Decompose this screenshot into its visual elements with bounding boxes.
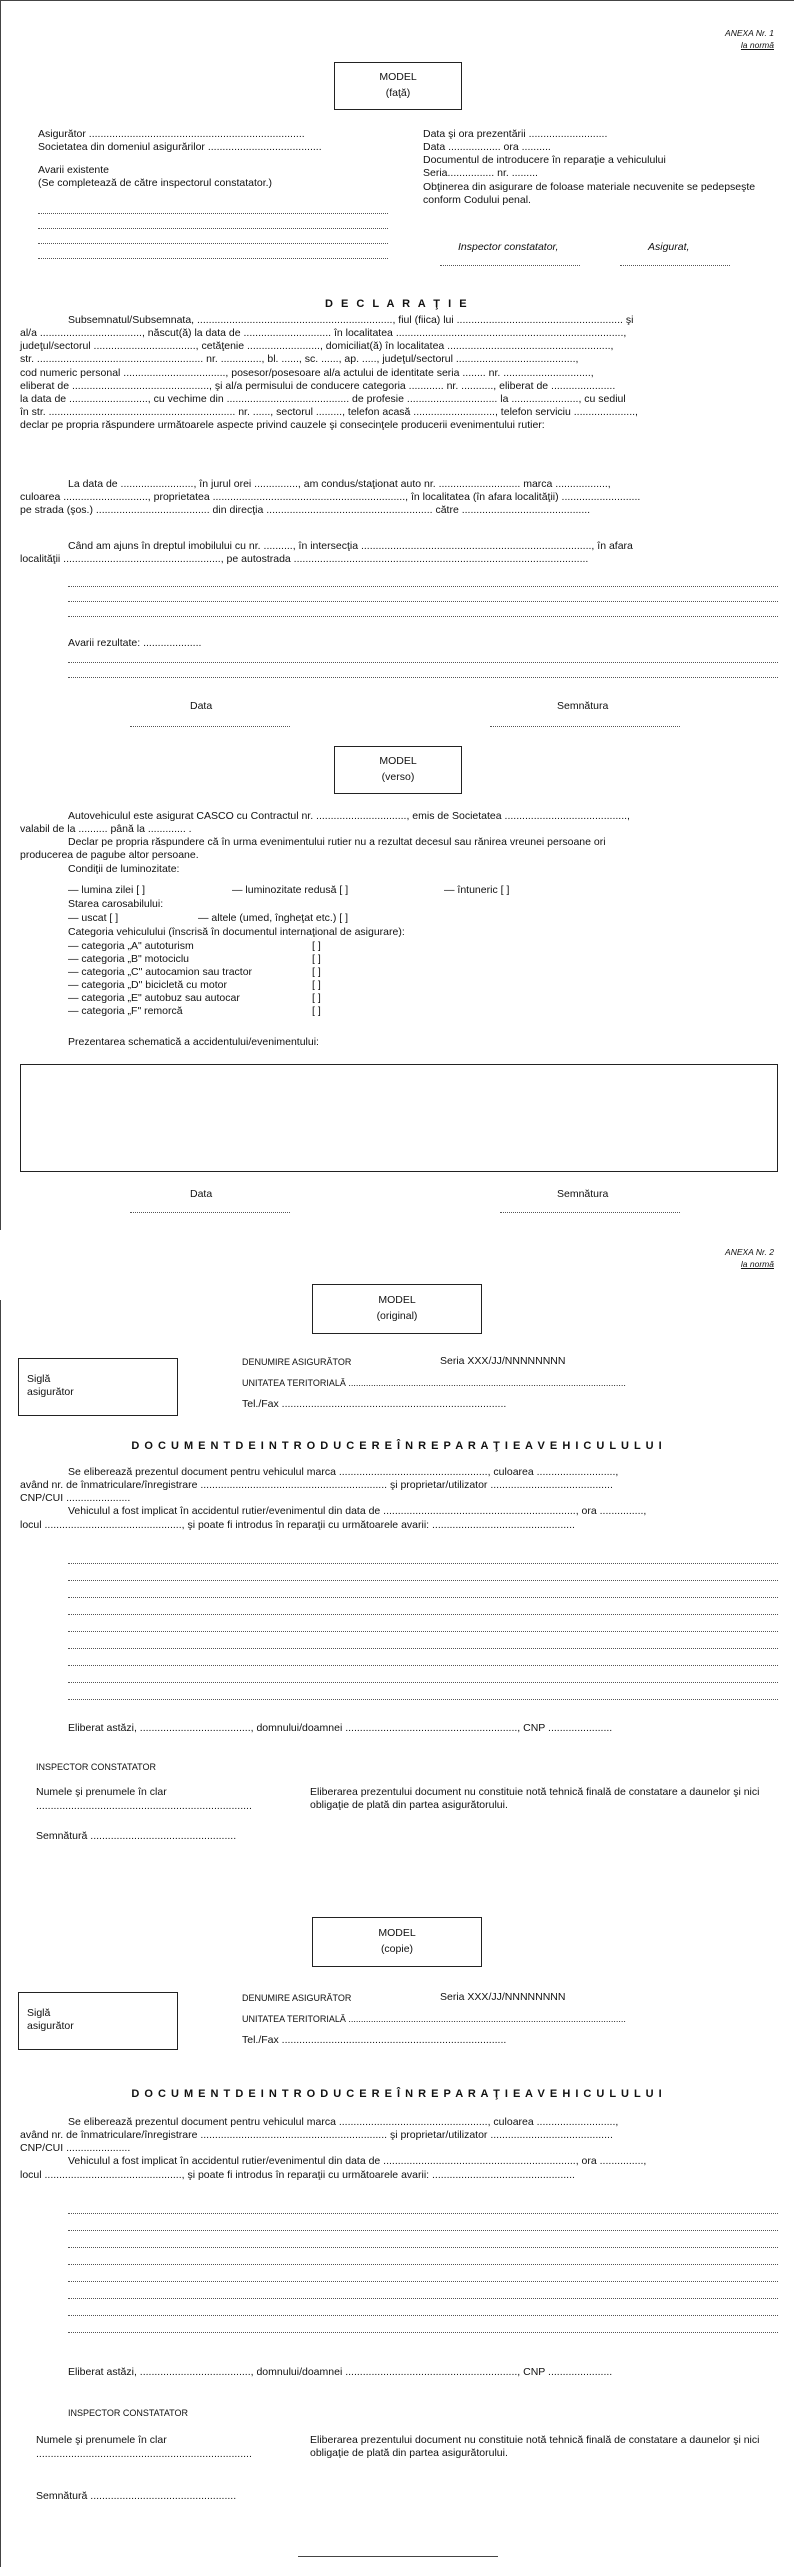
category-item-e[interactable] (68, 992, 388, 1005)
registration-line: având nr. de înmatriculare/înregistrare ................................................................ şi proprietar/utilizator .......................................... (20, 2129, 613, 2142)
casco-line: Autovehiculul este asigurat CASCO cu Contractul nr. ..............................., emis de Societatea .........................................., (68, 810, 630, 822)
registration-line: având nr. de înmatriculare/înregistrare ................................................................ şi proprietar/utilizator .......................................... (20, 1479, 613, 1492)
category-label: — categoria „B" motociclu (68, 953, 190, 965)
insurer-block (38, 128, 398, 191)
issued-line-copy: Eliberat astăzi, ......................................, domnului/doamnei ..........................................................., CNP ...................... (68, 2366, 613, 2378)
model-front-subtitle: (faţă) (385, 87, 411, 100)
declaration-line: cod numeric personal ..................................., posesor/posesoare al/a actului de identitate seria ........ nr. .............................., (20, 366, 594, 379)
signature-label-front: Semnătura (557, 700, 609, 712)
model-back-subtitle: (verso) (381, 771, 415, 784)
signature-line-front (490, 726, 680, 727)
tel-fax-line-copy: Tel./Fax ............................................................................. (242, 2034, 507, 2046)
category-label: — categoria „C" autocamion sau tractor (68, 966, 253, 978)
annex2-sublabel: la normă (740, 1259, 774, 1269)
location-line: locul ..............................................., şi poate fi introdus în reparaţii cu următoarele avarii: ................................................. (20, 2168, 575, 2181)
top-border-rule (0, 0, 794, 1)
responsibility-line: Declar pe propria răspundere că în urma evenimentului rutier nu a rezultat decesul sau rănirea vreunei persoane ori (68, 836, 606, 849)
left-margin-rule-2 (0, 1300, 1, 2567)
damages-label: Avarii rezultate: .................... (68, 637, 202, 649)
annex1-sublabel: la normă (740, 40, 774, 50)
repair-doc-label: Documentul de introducere în reparaţie a vehiculului (423, 154, 666, 167)
signature-line-copy: Semnătură .................................................. (36, 2490, 237, 2502)
model-copy-box (312, 1917, 482, 1967)
presentation-time-line: Data .................. ora .......... (423, 141, 551, 154)
event-line: culoarea ............................., proprietatea .................................................................., în localitatea (în afara localităţii) ........................... (20, 491, 641, 504)
entry-dotted-line-1 (68, 586, 778, 587)
category-label: — categoria „E" autobuz sau autocar (68, 992, 240, 1004)
document-series: Seria XXX/JJ/NNNNNNNN (440, 1355, 566, 1367)
issued-line: Eliberat astăzi, ......................................, domnului/doamnei ..........................................................., CNP ...................... (68, 1722, 613, 1734)
date-label-front: Data (190, 700, 213, 712)
full-name-dots-copy: .......................................................................... (36, 2448, 252, 2460)
cnp-cui-line: CNP/CUI ...................... (20, 1492, 131, 1505)
presentation-block (423, 128, 778, 207)
territorial-unit-line: UNITATEA TERITORIALĂ ............................................................................................................... (242, 1378, 626, 1388)
presentation-date-line: Data şi ora prezentării ........................... (423, 128, 608, 140)
model-original-title: MODEL (378, 1294, 416, 1306)
avarii-line (68, 1563, 778, 1564)
model-back-title: MODEL (379, 755, 417, 767)
date-line-back (130, 1212, 290, 1213)
insurer-line: Asigurător .......................................................................... (38, 128, 305, 140)
cnp-cui-line: CNP/CUI ...................... (20, 2142, 131, 2155)
document-series-copy: Seria XXX/JJ/NNNNNNNN (440, 1991, 566, 2003)
category-item-f[interactable] (68, 1005, 388, 1018)
category-checkbox[interactable]: [ ] (312, 966, 321, 978)
entry-dotted-line-3 (68, 616, 778, 617)
category-list (68, 940, 388, 1018)
insurance-company-line: Societatea din domeniul asigurărilor ....................................... (38, 141, 322, 154)
avarii-line (68, 1631, 778, 1632)
model-back-box (334, 746, 462, 794)
penal-warning: Obţinerea din asigurare de foloase materiale necuvenite se pedepseşte conform Codului penal. (423, 180, 756, 206)
category-label: — categoria „D" bicicletă cu motor (68, 979, 227, 991)
category-checkbox[interactable]: [ ] (312, 940, 321, 952)
category-checkbox[interactable]: [ ] (312, 1005, 321, 1017)
annex2-label: ANEXA Nr. 2 (725, 1247, 774, 1257)
model-front-box (334, 62, 462, 110)
repair-document-title: D O C U M E N T D E I N T R O D U C E R E Î N R E P A R A Ţ I E A V E H I C U L U L U I (131, 1440, 663, 1452)
inspector-signature-line (440, 265, 580, 266)
repair-doc-series: Seria................ nr. ......... (423, 167, 538, 180)
accident-date-line: Vehiculul a fost implicat în accidentul rutier/evenimentul din data de .................................................................., ora ..............., (68, 1505, 647, 1518)
date-label-back: Data (190, 1188, 213, 1200)
disclaimer-text-copy: Eliberarea prezentului document nu constituie notă tehnică finală de constatare a daunelor şi nici obligaţie de plată din partea asigurătorului. (310, 2434, 760, 2460)
declaration-line: Subsemnatul/Subsemnata, ..................................................................., fiul (fiica) lui ......................................................... şi (68, 314, 634, 326)
declaration-body (20, 314, 778, 432)
declaration-line: al/a ..................................., născut(ă) la data de .............................. în localitatea .............................................................................., (20, 327, 627, 340)
insurer-logo-text: Siglă asigurător (27, 1373, 74, 1399)
category-checkbox[interactable]: [ ] (312, 992, 321, 1004)
luminosity-label: Condiţii de luminozitate: (68, 862, 180, 875)
avarii-line (68, 1665, 778, 1666)
declaration-line: declar pe propria răspundere următoarele aspecte privind cauzele şi consecinţele producerii evenimentului rutier: (20, 419, 545, 431)
category-label: — categoria „F" remorcă (68, 1005, 183, 1017)
inspector-label: Inspector constatator, (458, 241, 559, 253)
inspector-constatator-label: INSPECTOR CONSTATATOR (36, 1762, 157, 1772)
disclaimer-text: Eliberarea prezentului document nu constituie notă tehnică finală de constatare a daunelor şi nici obligaţie de plată din partea asigurătorului. (310, 1786, 760, 1812)
avarii-line (68, 2247, 778, 2248)
lum-option-dark[interactable]: — întuneric [ ] (444, 884, 510, 896)
declaration-title: D E C L A R A Ţ I E (324, 298, 470, 310)
territorial-unit-line-copy: UNITATEA TERITORIALĂ ............................................................................................................... (242, 2014, 626, 2024)
left-margin-rule (0, 0, 1, 1230)
insured-label: Asigurat, (648, 241, 690, 253)
inspector-constatator-label-copy: INSPECTOR CONSTATATOR (68, 2408, 189, 2418)
category-label: — categoria „A" autoturism (68, 940, 194, 952)
full-name-label-copy: Numele şi prenumele în clar (36, 2434, 167, 2446)
repair-document-body (20, 1466, 778, 1532)
insurer-logo-box (18, 1358, 178, 1416)
validity-line: valabil de la .......... până la ............. . (20, 823, 192, 836)
category-item-b[interactable] (68, 953, 388, 966)
existing-damages-line-3 (38, 243, 388, 244)
full-name-label: Numele şi prenumele în clar (36, 1786, 167, 1798)
insurer-logo-box-copy (18, 1992, 178, 2050)
entry-line: Când am ajuns în dreptul imobilului cu nr. .........., în intersecţia ..............................................................................., în afara (68, 540, 633, 552)
declaration-line: judeţul/sectorul ..................................., cetăţenie ........................., domiciliat(ă) în localitatea ........................................................, (20, 340, 614, 353)
avarii-line (68, 1614, 778, 1615)
verso-body (20, 810, 778, 876)
road-option-dry[interactable]: — uscat [ ] (68, 912, 119, 924)
existing-damages-note: (Se completează de către inspectorul constatator.) (38, 177, 273, 190)
insurer-logo-text: Siglă asigurător (27, 2007, 74, 2033)
schematic-label: Prezentarea schematică a accidentului/evenimentului: (68, 1036, 319, 1048)
model-copy-subtitle: (copie) (380, 1943, 414, 1956)
avarii-line (68, 2264, 778, 2265)
entry-line: localităţii ......................................................, pe autostrada ..................................................................................................... (20, 553, 589, 566)
annex1-label: ANEXA Nr. 1 (725, 28, 774, 38)
road-option-other[interactable]: — altele (umed, îngheţat etc.) [ ] (198, 912, 348, 924)
accident-date-line: Vehiculul a fost implicat în accidentul rutier/evenimentul din data de .................................................................., ora ..............., (68, 2155, 647, 2168)
repair-document-title-copy: D O C U M E N T D E I N T R O D U C E R E Î N R E P A R A Ţ I E A V E H I C U L U L U I (131, 2088, 663, 2100)
avarii-line (68, 1682, 778, 1683)
tel-fax-line: Tel./Fax ............................................................................. (242, 1398, 507, 1410)
avarii-line (68, 2315, 778, 2316)
declaration-line: eliberat de ..............................................., şi al/a permisului de conducere categoria ............ nr. ..........., eliberat de ...................... (20, 379, 616, 392)
existing-damages-line-1 (38, 213, 388, 214)
insurer-name-label: DENUMIRE ASIGURĂTOR (242, 1357, 352, 1367)
avarii-line (68, 1597, 778, 1598)
insurer-name-label-copy: DENUMIRE ASIGURĂTOR (242, 1993, 352, 2003)
schematic-drawing-area[interactable] (20, 1064, 778, 1172)
road-state-label: Starea carosabilului: (68, 898, 164, 910)
avarii-line (68, 1580, 778, 1581)
avarii-line (68, 1699, 778, 1700)
category-item-c[interactable] (68, 966, 388, 979)
avarii-line (68, 2298, 778, 2299)
avarii-line (68, 2230, 778, 2231)
location-line: locul ..............................................., şi poate fi introdus în reparaţii cu următoarele avarii: ................................................. (20, 1518, 575, 1531)
existing-damages-line-2 (38, 228, 388, 229)
entry-dotted-line-2 (68, 601, 778, 602)
vehicle-brand-line: Se eliberează prezentul document pentru vehiculul marca ..................................................., culoarea ..........................., (68, 2116, 619, 2128)
damages-line-1 (68, 662, 778, 663)
signature-line: Semnătură .................................................. (36, 1830, 237, 1842)
declaration-line: în str. ................................................................ nr. ......, sectorul ........., telefon acasă ............................, telefon serviciu ....................., (20, 405, 638, 418)
signature-label-back: Semnătura (557, 1188, 609, 1200)
avarii-line (68, 2332, 778, 2333)
responsibility-line-2: producerea de pagube altor persoane. (20, 849, 199, 862)
category-checkbox[interactable]: [ ] (312, 979, 321, 991)
footer-rule (298, 2556, 498, 2557)
avarii-line (68, 1648, 778, 1649)
lum-option-daylight[interactable]: — lumina zilei [ ] (68, 884, 146, 896)
event-line: pe strada (şos.) ....................................... din direcţia ......................................................... către ............................................ (20, 504, 591, 517)
category-item-d[interactable] (68, 979, 388, 992)
avarii-line (68, 2281, 778, 2282)
full-name-dots: .......................................................................... (36, 1800, 252, 1812)
event-body (20, 478, 778, 517)
model-original-box (312, 1284, 482, 1334)
model-original-subtitle: (original) (376, 1310, 418, 1323)
category-item-a[interactable] (68, 940, 388, 953)
vehicle-category-label: Categoria vehiculului (înscrisă în documentul internaţional de asigurare): (68, 926, 405, 938)
date-line-front (130, 726, 290, 727)
model-copy-title: MODEL (378, 1927, 416, 1939)
insured-signature-line (620, 265, 730, 266)
declaration-line: str. ......................................................... nr. .............., bl. ......, sc. ......, ap. ....., judeţul/sectorul ........................................., (20, 353, 579, 366)
model-front-title: MODEL (379, 71, 417, 83)
entry-body (20, 540, 778, 566)
damages-line-2 (68, 677, 778, 678)
vehicle-brand-line: Se eliberează prezentul document pentru vehiculul marca ..................................................., culoarea ..........................., (68, 1466, 619, 1478)
existing-damages-line-4 (38, 258, 388, 259)
repair-document-body-copy (20, 2116, 778, 2182)
event-line: La data de ........................., în jurul orei ..............., am condus/staţionat auto nr. ............................ marca .................., (68, 478, 611, 490)
lum-option-reduced[interactable]: — luminozitate redusă [ ] (232, 884, 349, 896)
existing-damages-label: Avarii existente (38, 164, 110, 177)
signature-line-back (500, 1212, 680, 1213)
declaration-line: la data de ..........................., cu vechime din .......................................... de profesie ............................... la ......................., cu sediul (20, 392, 626, 405)
category-checkbox[interactable]: [ ] (312, 953, 321, 965)
avarii-line (68, 2213, 778, 2214)
